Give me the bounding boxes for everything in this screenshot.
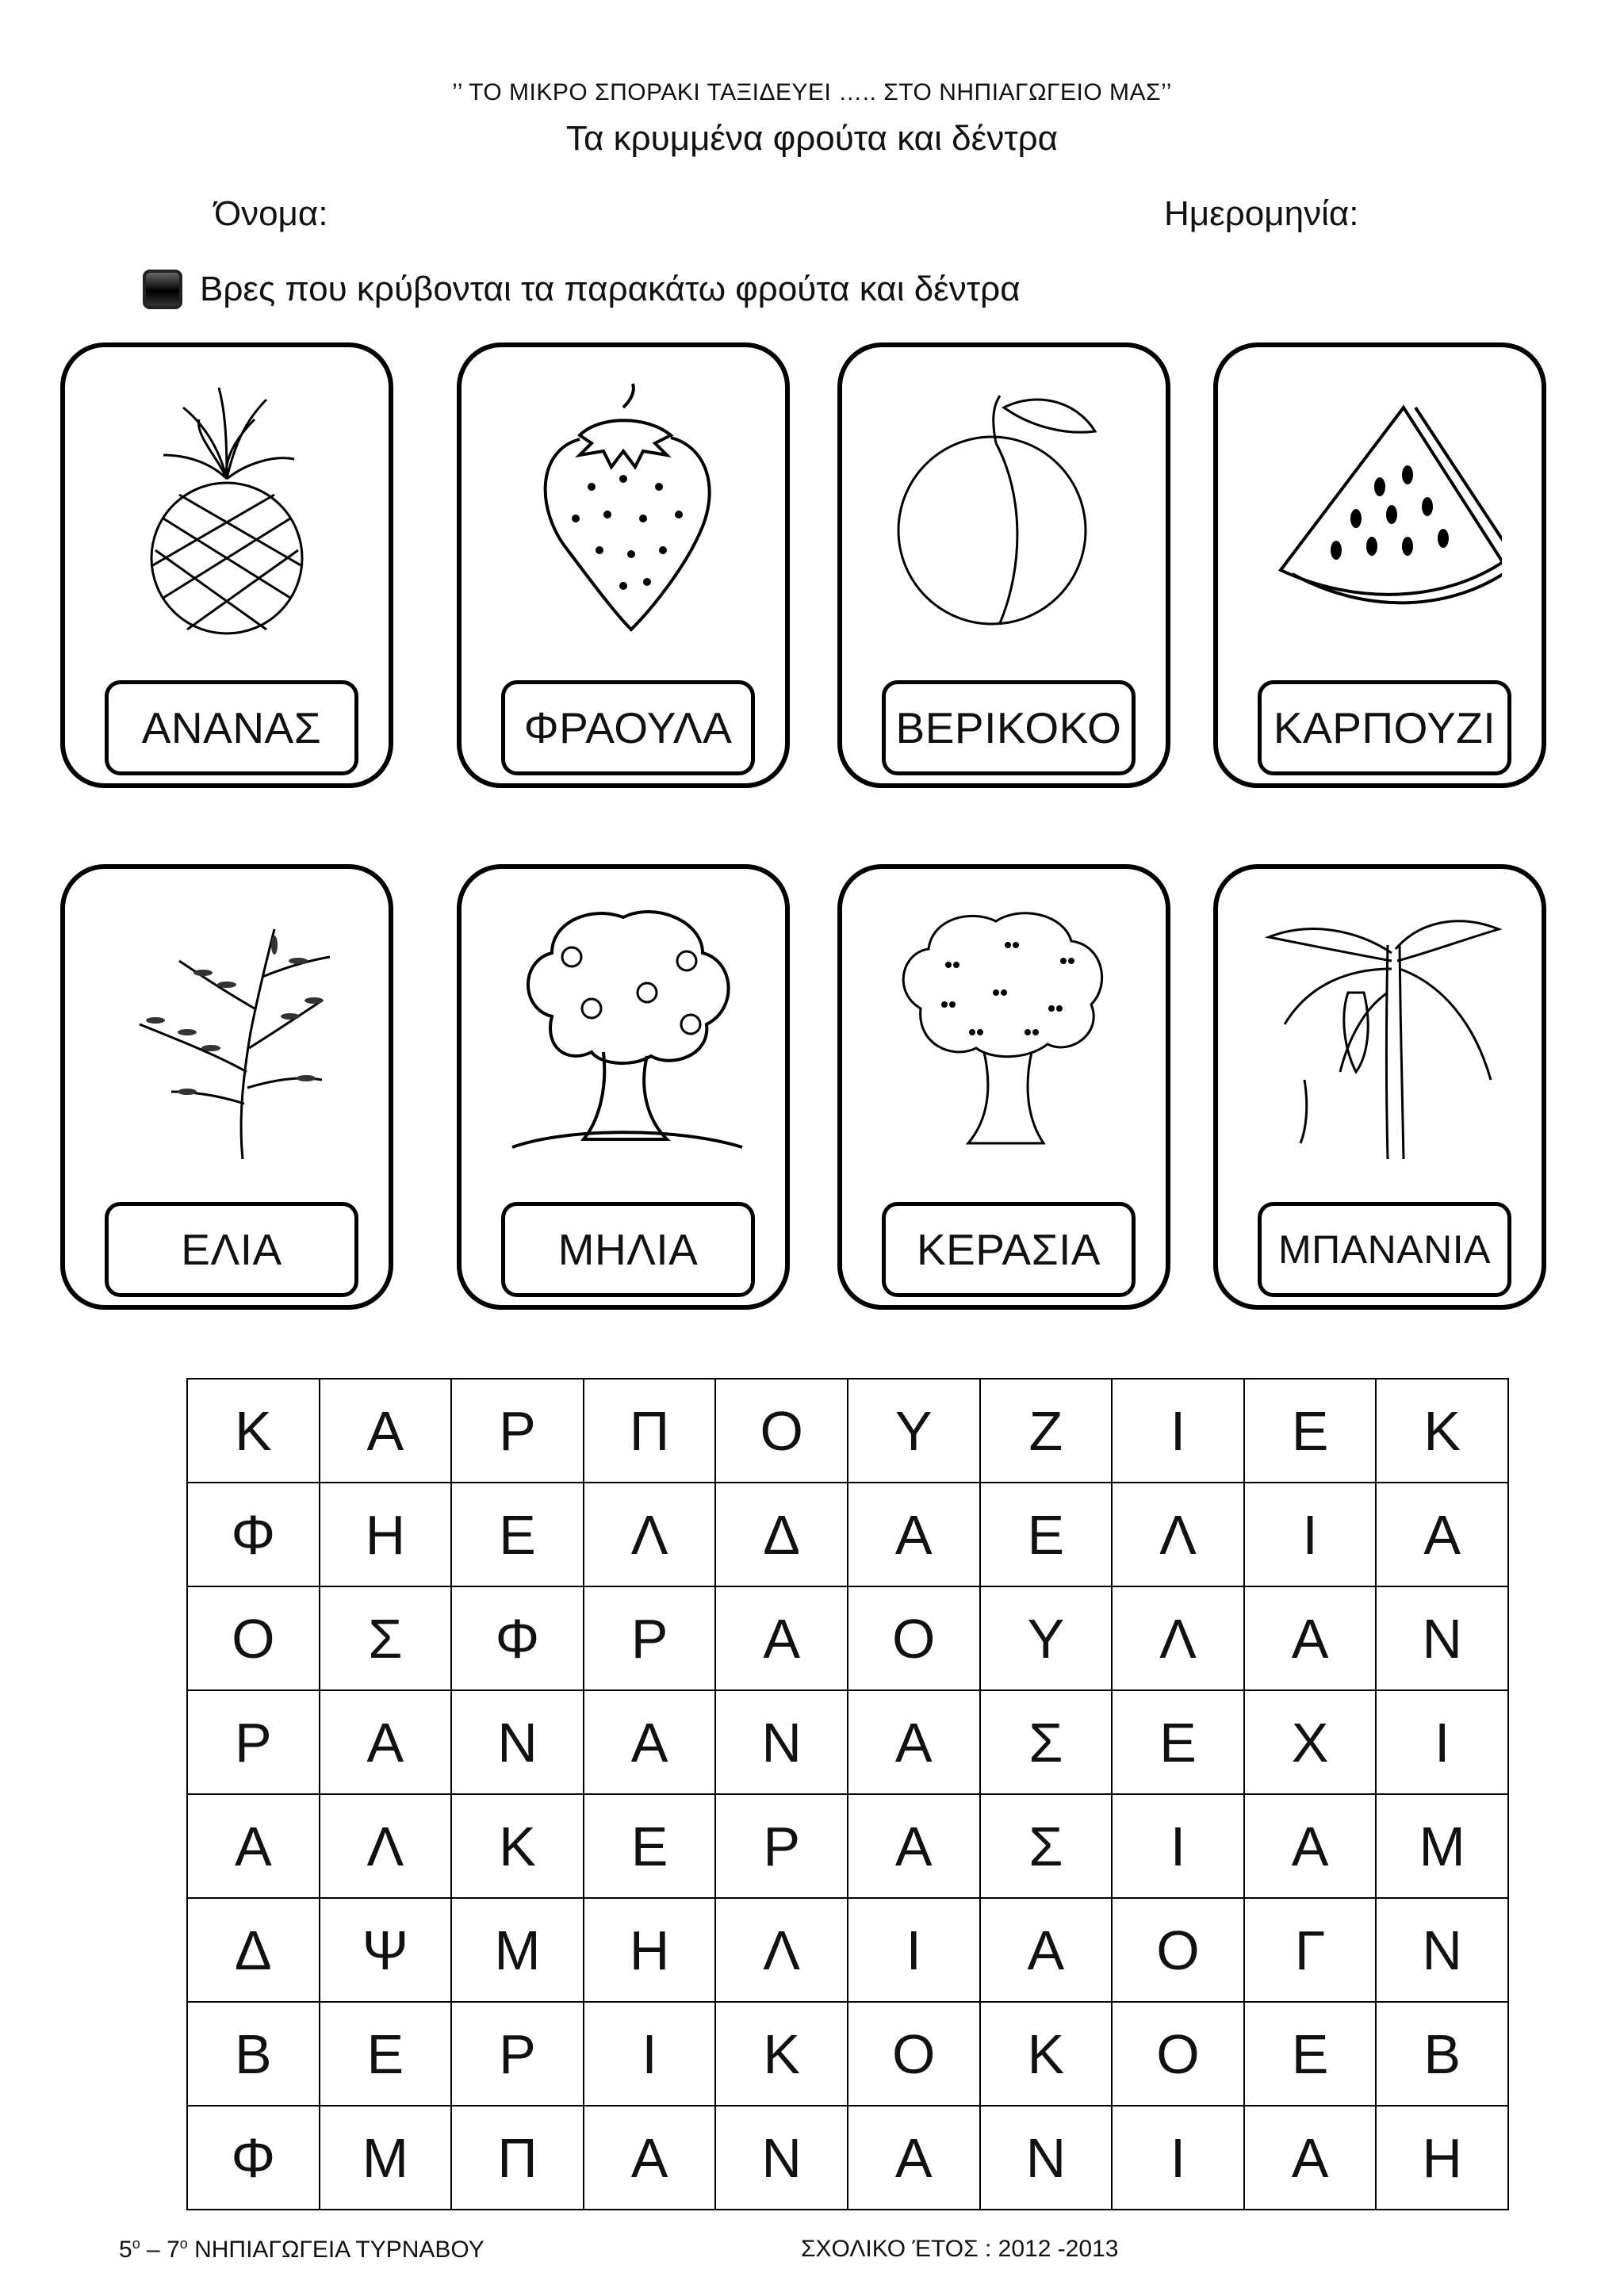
grid-cell[interactable]: Α [848,1794,980,1898]
grid-cell[interactable]: Α [848,2106,980,2210]
card-banana-tree [1213,864,1546,1310]
card-label-box [882,680,1136,775]
grid-cell[interactable]: Ο [187,1586,320,1690]
grid-cell[interactable]: Ι [1376,1690,1508,1794]
grid-cell[interactable]: Ε [451,1483,584,1586]
grid-row [187,1794,1508,1898]
footer-school-name: ΝΗΠΙΑΓΩΓΕΙΑ ΤΥΡΝΑΒΟΥ [187,2237,485,2263]
cherry-tree-icon [882,897,1126,1159]
grid-cell[interactable]: Α [584,2106,716,2210]
grid-cell[interactable]: Κ [980,2002,1113,2106]
grid-cell[interactable]: Ε [1244,1379,1377,1483]
grid-cell[interactable]: Α [187,1794,320,1898]
grid-cell[interactable]: Ρ [451,1379,584,1483]
grid-cell[interactable]: Γ [1244,1898,1377,2002]
grid-cell[interactable]: Ν [980,2106,1113,2210]
grid-row [187,1586,1508,1690]
grid-cell[interactable]: Λ [320,1794,452,1898]
grid-cell[interactable]: Υ [980,1586,1113,1690]
footer-num2: 7 [167,2237,180,2263]
grid-cell[interactable]: Ι [1244,1483,1377,1586]
grid-cell[interactable]: Ι [1112,2106,1244,2210]
apricot-icon [882,376,1126,637]
grid-cell[interactable]: Ο [1112,1898,1244,2002]
card-label: ΚΕΡΑΣΙΑ [916,1225,1101,1274]
grid-cell[interactable]: Ο [1112,2002,1244,2106]
grid-cell[interactable]: Ρ [451,2002,584,2106]
watermelon-icon [1258,376,1502,637]
grid-cell[interactable]: Β [1376,2002,1508,2106]
grid-cell[interactable]: Α [1244,1794,1377,1898]
word-search-grid [186,1378,1509,2210]
grid-cell[interactable]: Κ [1376,1379,1508,1483]
card-pineapple [60,342,393,788]
card-label-box [1258,680,1511,775]
card-label-box [501,1202,755,1297]
grid-row [187,1483,1508,1586]
grid-cell[interactable]: Λ [1112,1483,1244,1586]
footer-sup1: ο [132,2236,140,2252]
grid-cell[interactable]: Ρ [187,1690,320,1794]
grid-cell[interactable]: Μ [1376,1794,1508,1898]
grid-cell[interactable]: Η [584,1898,716,2002]
grid-cell[interactable]: Ρ [715,1794,848,1898]
grid-cell[interactable]: Σ [320,1586,452,1690]
grid-cell[interactable]: Υ [848,1379,980,1483]
grid-cell[interactable]: Ε [320,2002,452,2106]
grid-cell[interactable]: Ψ [320,1898,452,2002]
card-watermelon [1213,342,1546,788]
grid-cell[interactable]: Ν [451,1690,584,1794]
grid-cell[interactable]: Ι [848,1898,980,2002]
grid-cell[interactable]: Ε [980,1483,1113,1586]
card-label: ΑΝΑΝΑΣ [141,703,322,752]
date-label: Ημερομηνία: [1164,194,1359,233]
card-apple-tree [457,864,790,1310]
grid-cell[interactable]: Α [320,1379,452,1483]
grid-cell[interactable]: Π [451,2106,584,2210]
card-label-box [105,680,358,775]
page-title: Τα κρυμμένα φρούτα και δέντρα [565,119,1059,158]
grid-cell[interactable]: Ε [1112,1690,1244,1794]
card-strawberry [457,342,790,788]
instruction-row [143,270,1021,309]
grid-cell[interactable]: Β [187,2002,320,2106]
grid-cell[interactable]: Α [848,1483,980,1586]
grid-cell[interactable]: Ρ [584,1586,716,1690]
card-label: ΜΗΛΙΑ [557,1225,699,1274]
grid-cell[interactable]: Α [980,1898,1113,2002]
grid-cell[interactable]: Α [320,1690,452,1794]
grid-cell[interactable]: Χ [1244,1690,1377,1794]
grid-cell[interactable]: Ι [1112,1379,1244,1483]
footer-school [119,2236,485,2263]
grid-cell[interactable]: Φ [187,2106,320,2210]
grid-cell[interactable]: Λ [584,1483,716,1586]
strawberry-icon [501,376,745,637]
banana-tree-icon [1258,897,1502,1159]
grid-cell[interactable]: Ο [848,1586,980,1690]
olive-branch-icon [105,897,349,1159]
apple-tree-icon [501,897,745,1159]
grid-cell[interactable]: Ν [1376,1898,1508,2002]
grid-row [187,2002,1508,2106]
card-label: ΕΛΙΑ [181,1225,282,1274]
grid-cell[interactable]: Ε [1244,2002,1377,2106]
grid-cell[interactable]: Α [848,1690,980,1794]
grid-cell[interactable]: Ν [715,1690,848,1794]
grid-row [187,1379,1508,1483]
grid-cell[interactable]: Π [584,1379,716,1483]
footer-sup2: ο [179,2236,188,2252]
card-cherry-tree [837,864,1170,1310]
grid-cell[interactable]: Μ [451,1898,584,2002]
grid-cell[interactable]: Λ [715,1898,848,2002]
card-label: ΦΡΑΟΥΛΑ [523,703,733,752]
grid-cell[interactable]: Σ [980,1794,1113,1898]
grid-cell[interactable]: Δ [715,1483,848,1586]
grid-cell[interactable]: Σ [980,1690,1113,1794]
card-label-box [1258,1202,1511,1297]
name-label: Όνομα: [214,194,328,233]
grid-cell[interactable]: Η [1376,2106,1508,2210]
footer-num1: 5 [119,2237,132,2263]
grid-cell[interactable]: Ν [715,2106,848,2210]
grid-cell[interactable]: Α [584,1690,716,1794]
instruction-text: Βρες που κρύβονται τα παρακάτω φρούτα και δέντρα [200,270,1021,308]
card-label: ΒΕΡΙΚΟΚΟ [895,703,1122,752]
grid-cell[interactable]: Ι [1112,1794,1244,1898]
card-label-box [501,680,755,775]
card-olive [60,864,393,1310]
grid-cell[interactable]: Ο [848,2002,980,2106]
card-label: ΜΠΑΝΑΝΙΑ [1278,1227,1491,1272]
grid-cell[interactable]: Κ [451,1794,584,1898]
grid-cell[interactable]: Κ [715,2002,848,2106]
pineapple-icon [105,376,349,637]
grid-row [187,1690,1508,1794]
footer-dash: – [140,2237,167,2263]
card-label: ΚΑΡΠΟΥΖΙ [1273,703,1496,752]
card-label-box [105,1202,358,1297]
grid-cell[interactable]: Δ [187,1898,320,2002]
grid-cell[interactable]: Α [1244,2106,1377,2210]
grid-cell[interactable]: Α [715,1586,848,1690]
grid-row [187,2106,1508,2210]
header-subtitle: ’’ ΤΟ ΜΙΚΡΟ ΣΠΟΡΑΚΙ ΤΑΞΙΔΕΥΕΙ ….. ΣΤΟ ΝΗΠΙΑΓΩΓΕΙΟ ΜΑΣ’’ [452,79,1172,105]
card-label-box [882,1202,1136,1297]
square-bullet-icon [143,270,182,309]
card-apricot [837,342,1170,788]
grid-cell[interactable]: Ο [715,1379,848,1483]
grid-cell[interactable]: Ζ [980,1379,1113,1483]
grid-cell[interactable]: Ι [584,2002,716,2106]
grid-cell[interactable]: Ν [1376,1586,1508,1690]
grid-cell[interactable]: Α [1376,1483,1508,1586]
grid-cell[interactable]: Ε [584,1794,716,1898]
grid-row [187,1898,1508,2002]
grid-cell[interactable]: Φ [187,1483,320,1586]
grid-cell[interactable]: Φ [451,1586,584,1690]
grid-cell[interactable]: Λ [1112,1586,1244,1690]
grid-cell[interactable]: Η [320,1483,452,1586]
footer-year: ΣΧΟΛΙΚΟ ΈΤΟΣ : 2012 -2013 [801,2236,1119,2262]
grid-cell[interactable]: Α [1244,1586,1377,1690]
grid-cell[interactable]: Κ [187,1379,320,1483]
grid-cell[interactable]: Μ [320,2106,452,2210]
